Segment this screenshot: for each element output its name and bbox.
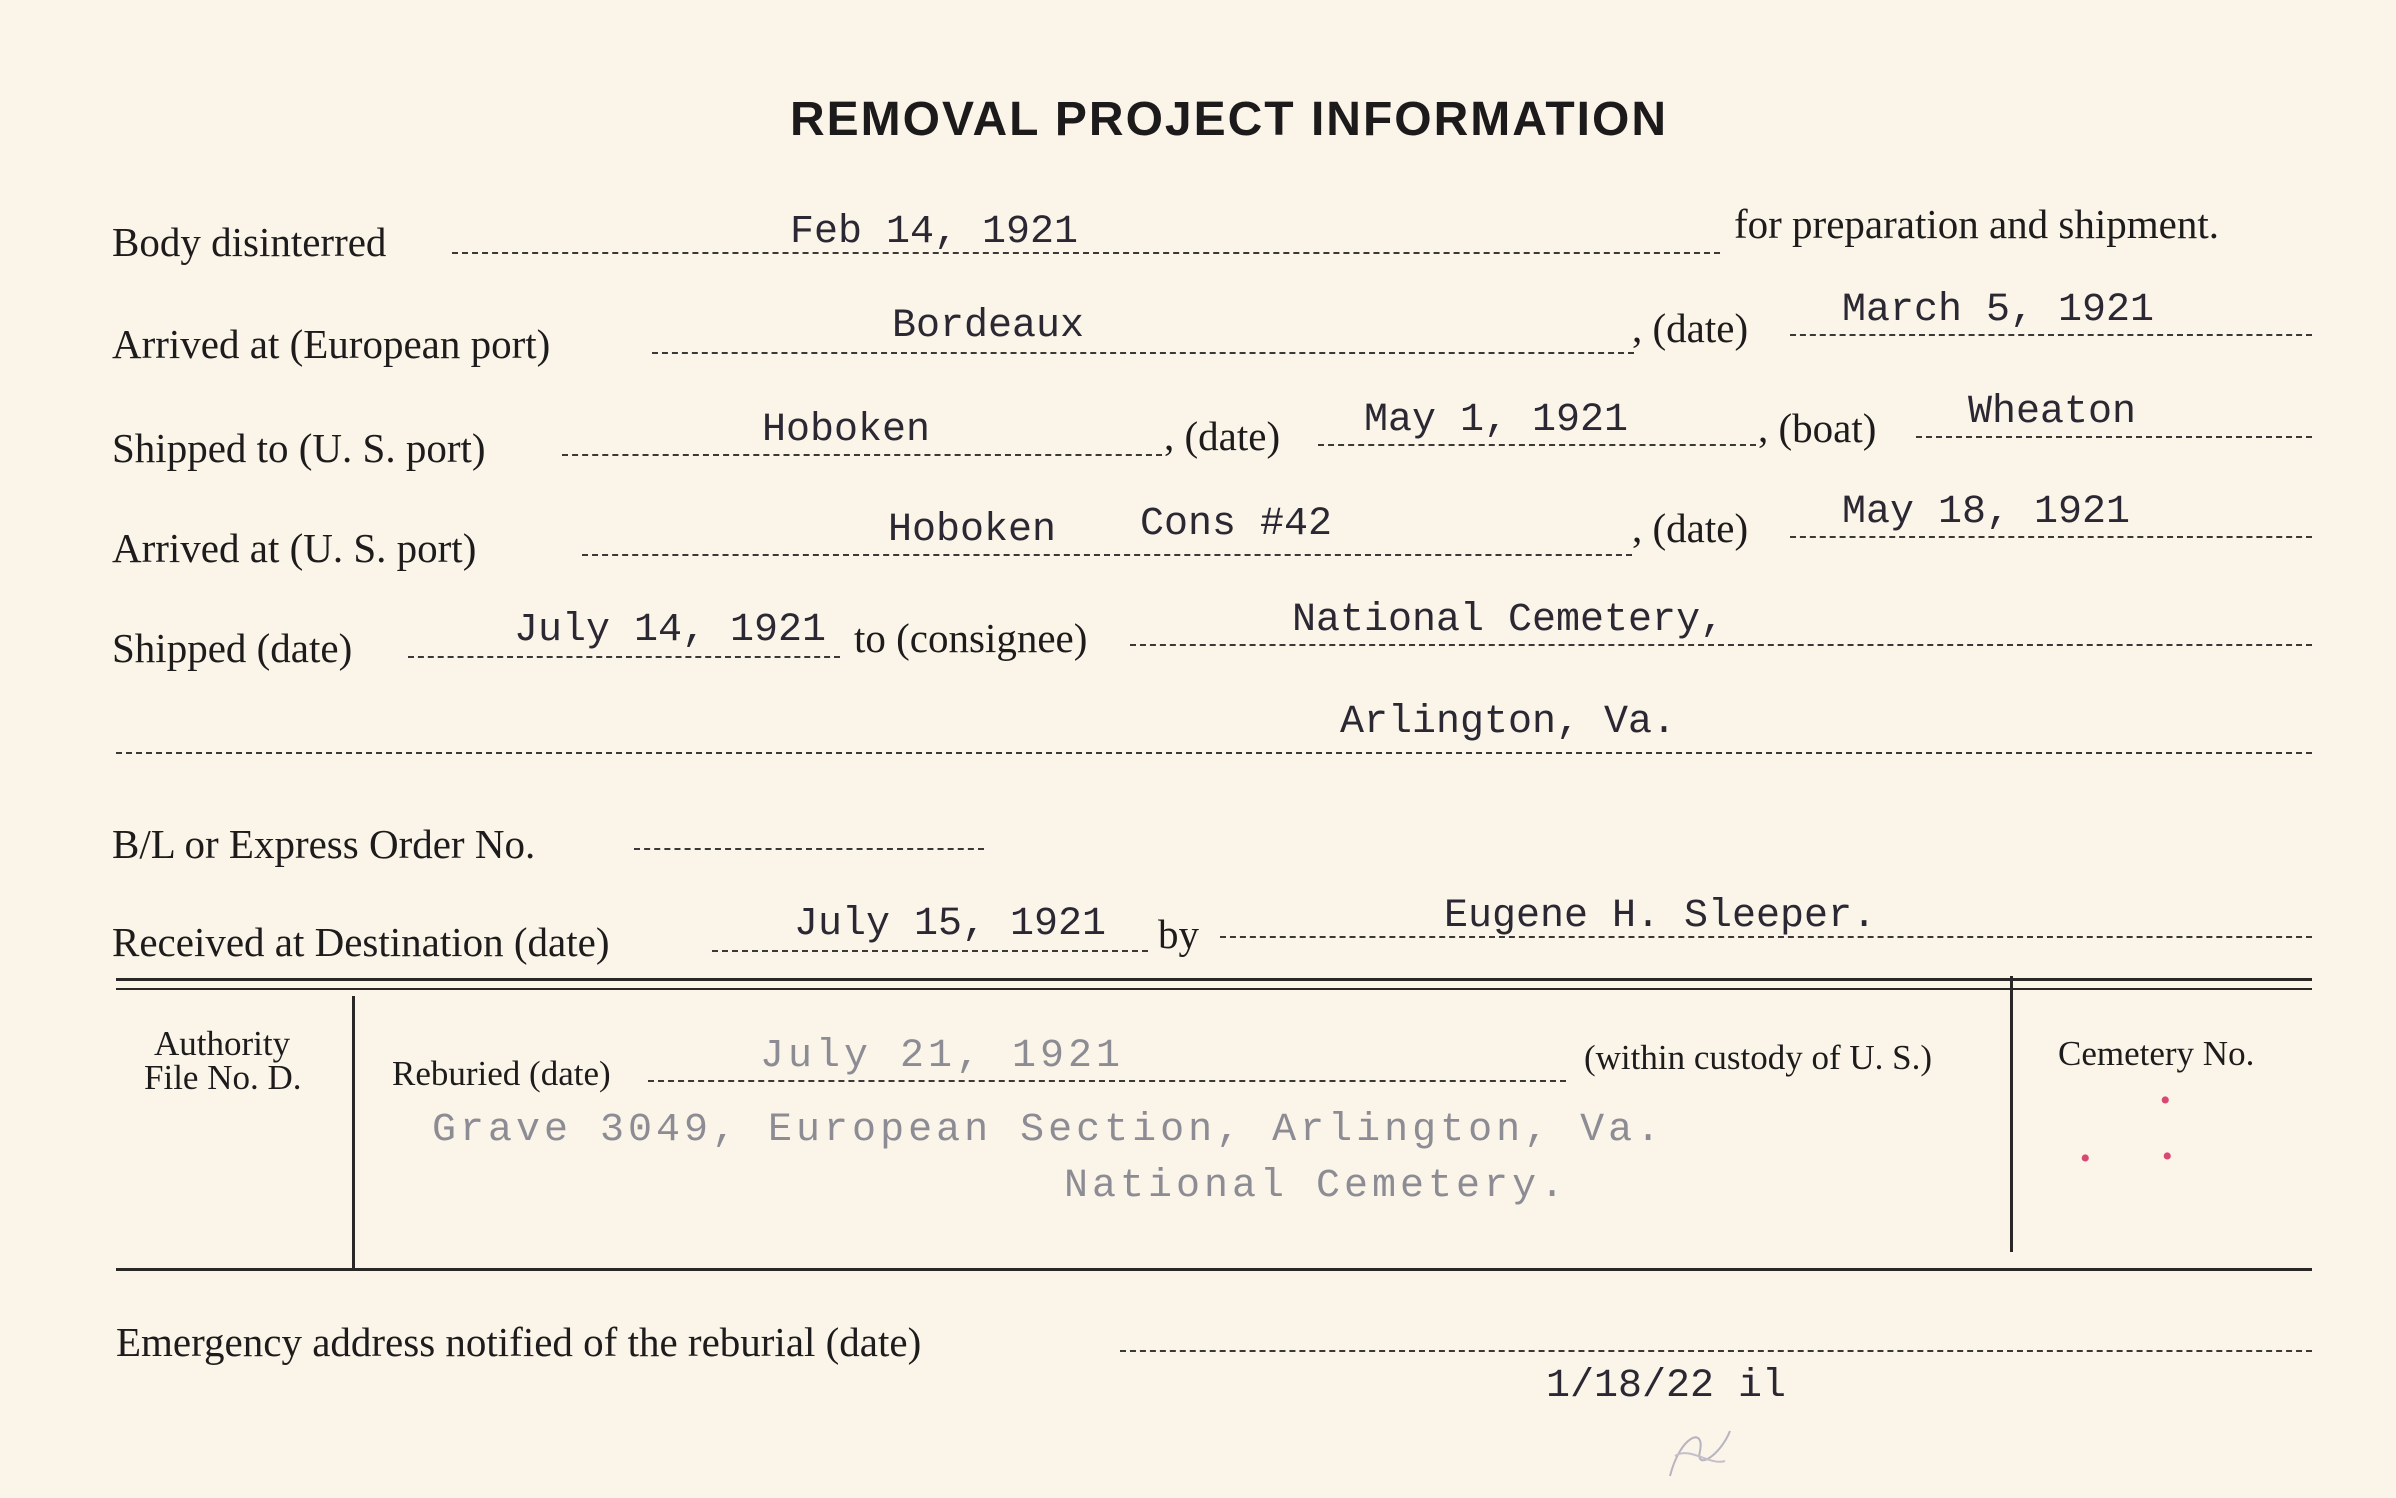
- arrived-us-port: Hoboken: [888, 508, 1057, 553]
- received-date-line: [712, 950, 1148, 952]
- emergency-label: Emergency address notified of the reburial (date): [116, 1319, 922, 1365]
- arrived-us-date: May 18, 1921: [1842, 490, 2131, 535]
- box-top-rule: [116, 978, 2312, 981]
- arrived-us-port-line: [582, 554, 1632, 556]
- box-top-rule-2: [116, 988, 2312, 990]
- received-label: Received at Destination (date): [112, 919, 610, 965]
- shipped-us-boat-label: , (boat): [1758, 405, 1877, 451]
- consignee-label: to (consignee): [854, 615, 1088, 661]
- grave-line2: National Cemetery.: [1064, 1164, 1569, 1209]
- arrived-us-cons: Cons #42: [1140, 502, 1333, 547]
- cemetery-mark-2: •: [2080, 1142, 2091, 1175]
- arrived-european-label: Arrived at (European port): [112, 321, 551, 367]
- emergency-line: [1120, 1350, 2312, 1352]
- arrived-us-date-label: , (date): [1632, 505, 1749, 551]
- shipped-us-boat-line: [1916, 436, 2312, 438]
- arrived-european-date: March 5, 1921: [1842, 288, 2155, 333]
- box-divider-right: [2010, 976, 2013, 1252]
- body-disinterred-label: Body disinterred: [112, 219, 387, 265]
- pencil-scribble-icon: [1660, 1416, 1740, 1486]
- grave-line1: Grave 3049, European Section, Arlington, Va.: [432, 1108, 1665, 1153]
- authority-line1: Authority: [154, 1024, 291, 1063]
- consignee-line-1: [1130, 644, 2312, 646]
- bl-line: [634, 848, 984, 850]
- reburied-label: Reburied (date): [392, 1054, 611, 1093]
- shipped-us-boat: Wheaton: [1968, 390, 2137, 435]
- received-by: Eugene H. Sleeper.: [1444, 894, 1877, 939]
- authority-line2: File No. D.: [144, 1058, 302, 1097]
- arrived-us-date-line: [1790, 536, 2312, 538]
- page-title: REMOVAL PROJECT INFORMATION: [790, 93, 1669, 146]
- arrived-us-label: Arrived at (U. S. port): [112, 525, 477, 571]
- arrived-european-port: Bordeaux: [892, 304, 1085, 349]
- box-bottom-rule: [116, 1268, 2312, 1271]
- shipped-date-label: Shipped (date): [112, 625, 353, 671]
- cemetery-label: Cemetery No.: [2058, 1034, 2255, 1073]
- arrived-european-port-line: [652, 352, 1634, 354]
- received-date: July 15, 1921: [794, 902, 1107, 947]
- shipped-us-date-label: , (date): [1164, 413, 1281, 459]
- body-disinterred-date: Feb 14, 1921: [790, 210, 1079, 255]
- reburied-date: July 21, 1921: [760, 1034, 1125, 1079]
- preparation-shipment-text: for preparation and shipment.: [1734, 201, 2220, 247]
- shipped-us-date-line: [1318, 444, 1756, 446]
- box-divider-left: [352, 996, 355, 1268]
- cemetery-mark-1: •: [2160, 1084, 2171, 1117]
- bl-label: B/L or Express Order No.: [112, 821, 536, 867]
- body-disinterred-line: [452, 252, 1720, 254]
- shipped-us-port-line: [562, 454, 1162, 456]
- shipped-us-port: Hoboken: [762, 408, 931, 453]
- shipped-date: July 14, 1921: [514, 608, 827, 653]
- reburied-date-line: [648, 1080, 1566, 1082]
- shipped-us-label: Shipped to (U. S. port): [112, 425, 486, 471]
- arrived-european-date-line: [1790, 334, 2312, 336]
- shipped-date-line: [408, 656, 840, 658]
- reburied-custody: (within custody of U. S.): [1584, 1038, 1933, 1077]
- consignee-line2: Arlington, Va.: [1340, 700, 1677, 745]
- arrived-european-date-label: , (date): [1632, 305, 1749, 351]
- consignee-line-2: [116, 752, 2312, 754]
- emergency-date: 1/18/22 il: [1546, 1364, 1787, 1409]
- cemetery-mark-3: •: [2162, 1140, 2173, 1173]
- consignee-line1: National Cemetery,: [1292, 598, 1725, 643]
- shipped-us-date: May 1, 1921: [1364, 398, 1629, 443]
- received-by-label: by: [1158, 911, 1199, 957]
